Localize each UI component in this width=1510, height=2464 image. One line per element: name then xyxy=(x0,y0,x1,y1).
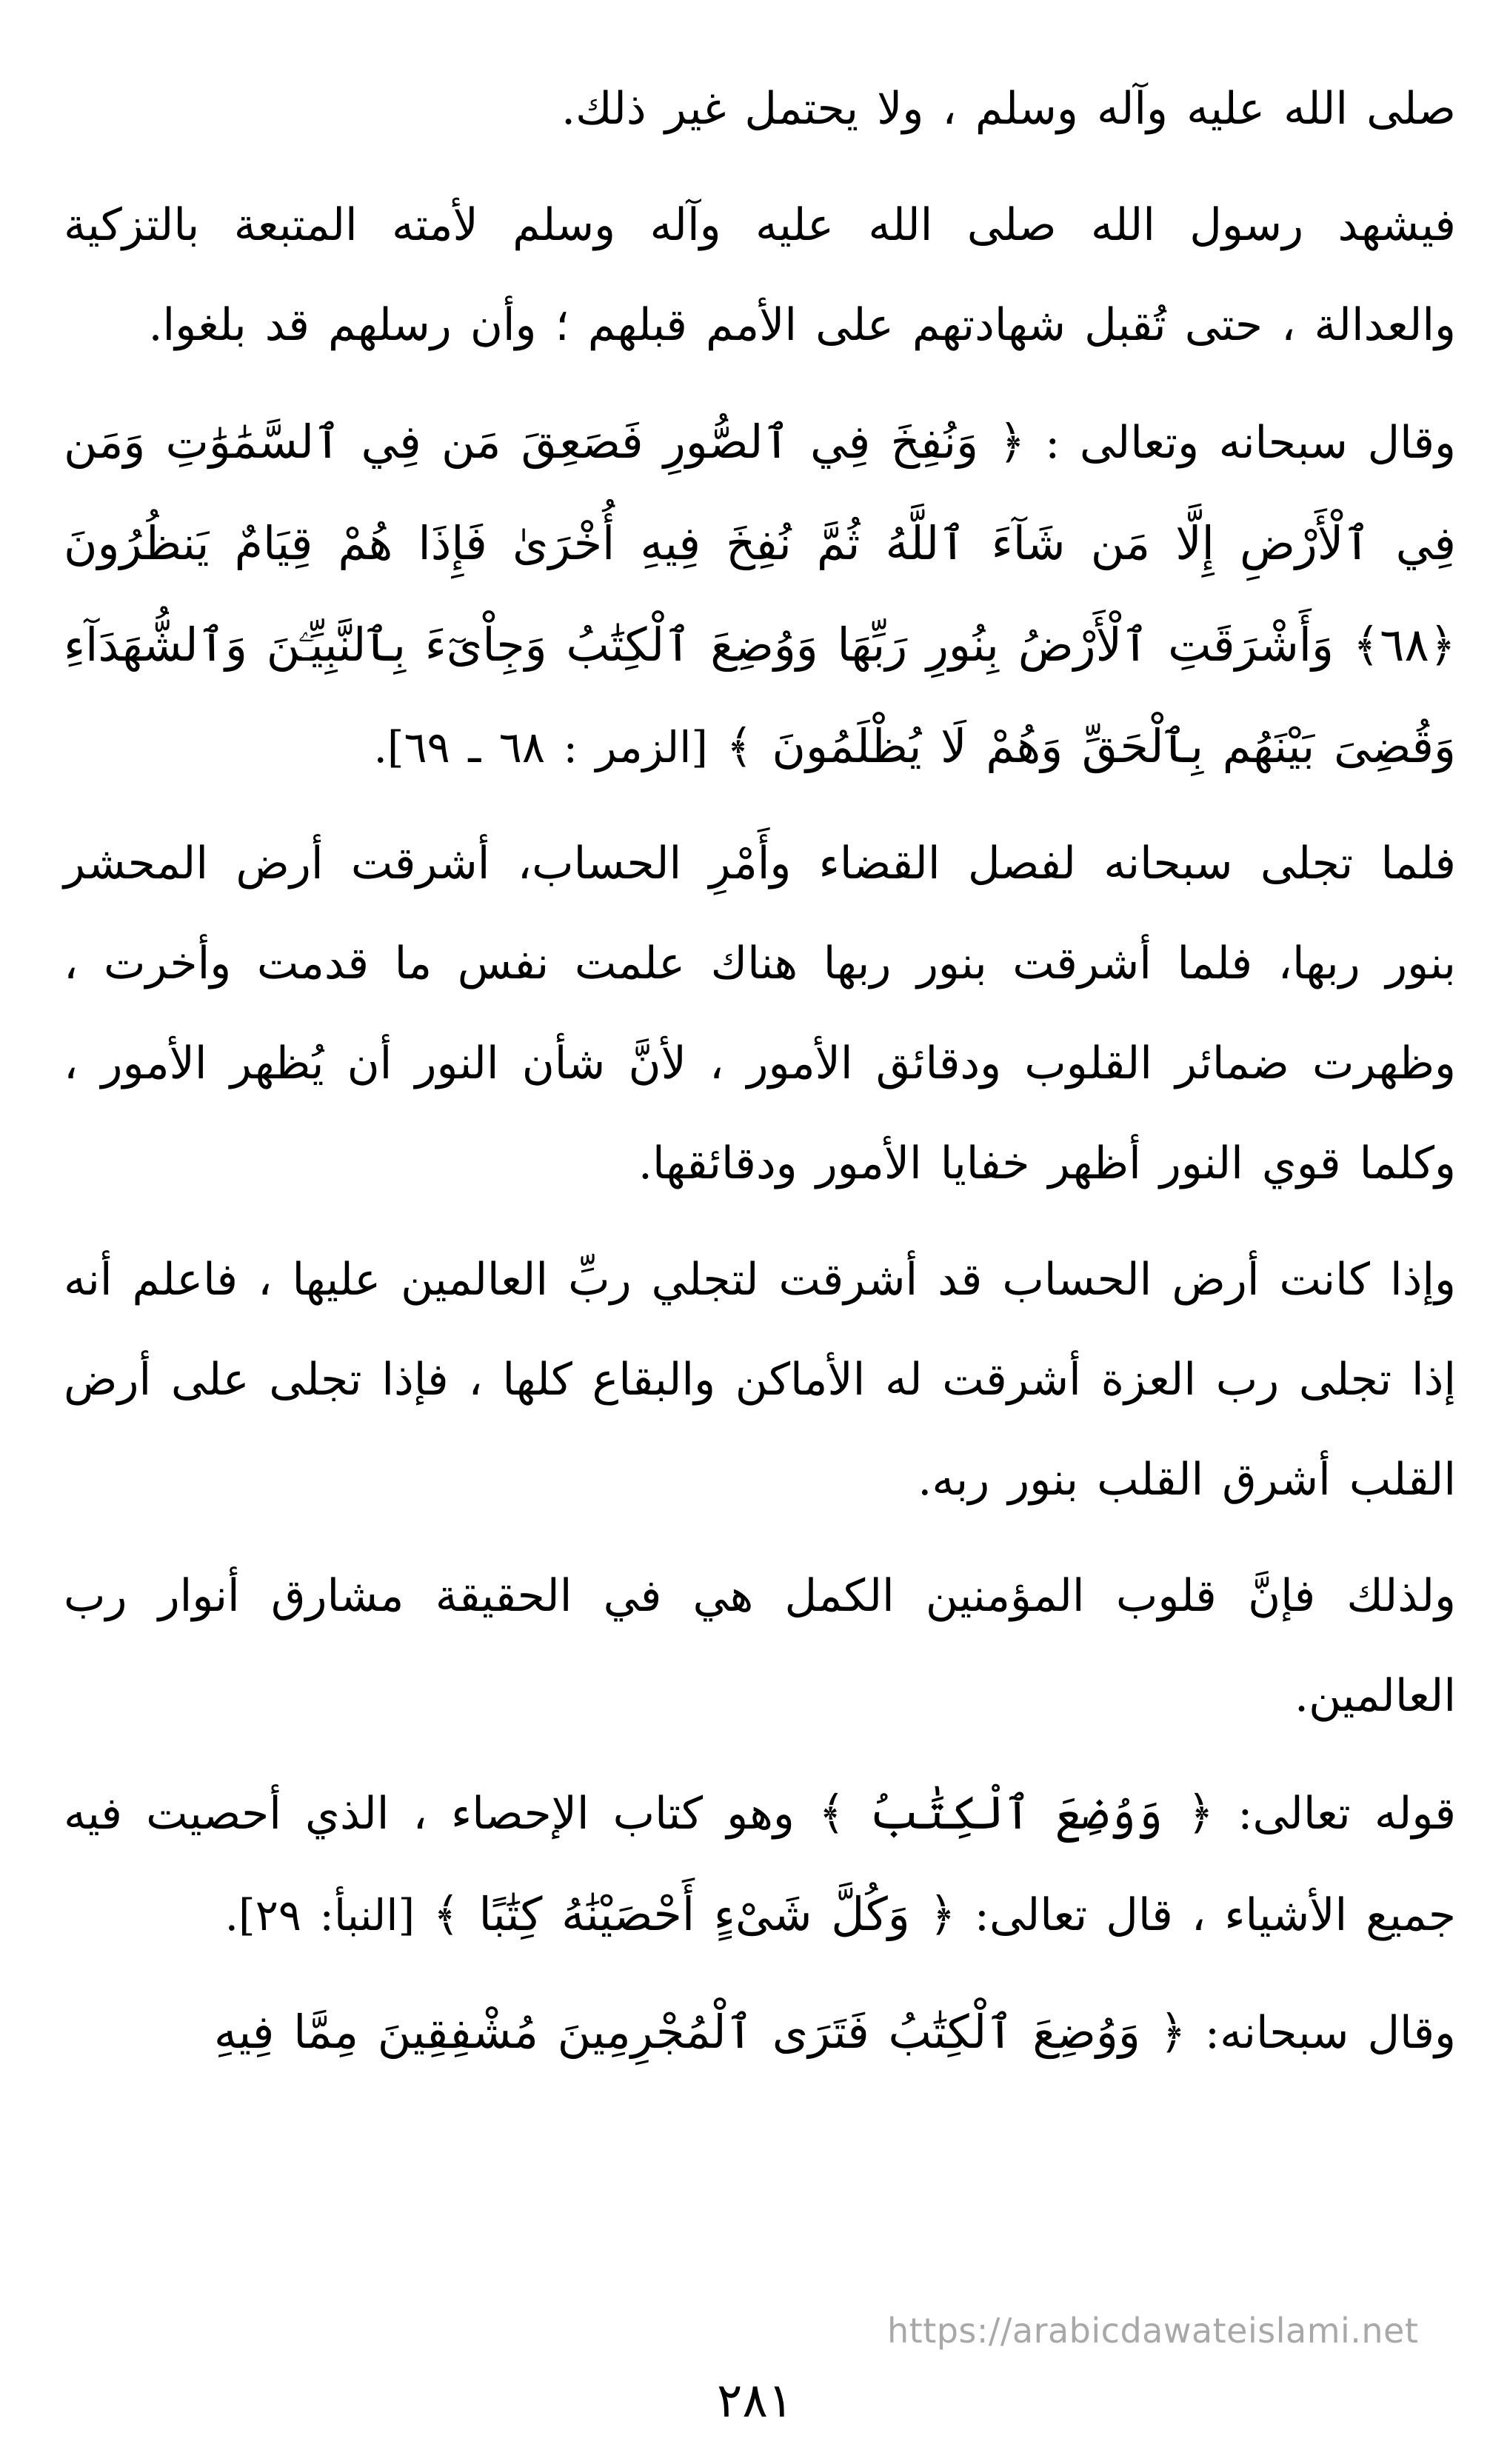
paragraph-5-text: وإذا كانت أرض الحساب قد أشرقت لتجلي ربِّ العالمين عليها ، فاعلم أنه إذا تجلى رب العزة أشرقت له الأماكن والبقاع كلها ، فإذا تجلى على أرض القلب أشرق القلب بنور ربه. xyxy=(64,1254,1457,1506)
paragraph-6-text: ولذلك فإنَّ قلوب المؤمنين الكمل هي في الحقيقة مشارق أنوار رب العالمين. xyxy=(64,1570,1456,1722)
page-number: ٢٨١ xyxy=(716,2374,794,2428)
paragraph-6 xyxy=(64,1546,1456,1746)
paragraph-4 xyxy=(64,814,1456,1214)
paragraph-8-intro: وقال سبحانه: xyxy=(1186,2007,1456,2059)
paragraph-7-intro: قوله تعالى: xyxy=(1214,1788,1456,1840)
paragraph-1 xyxy=(64,59,1456,159)
paragraph-4-text: فلما تجلى سبحانه لفصل القضاء وأَمْرِ الحساب، أشرقت أرض المحشر بنور ربها، فلما أشرقت بنور ربها هناك علمت نفس ما قدمت وأخرت ، وظهرت ضمائر القلوب ودقائق الأمور ، لأنَّ شأن النور أن يُظهر الأمور ، وكلما قوي النور أظهر خفايا الأمور ودقائقها. xyxy=(64,838,1456,1189)
paragraph-3-zumar xyxy=(64,392,1456,798)
page-body xyxy=(64,59,1456,2100)
paragraph-2 xyxy=(64,176,1456,375)
watermark-url: https://arabicdawateislami.net xyxy=(887,2311,1419,2351)
quran-verse-naba: ﴿ وَكُلَّ شَىْءٍ أَحْصَيْنَٰهُ كِتَٰبًا ﴾ xyxy=(432,1887,956,1941)
paragraph-5 xyxy=(64,1230,1456,1530)
quran-verse-kahf: ﴿ وَوُضِعَ ٱلْكِتَٰبُ فَتَرَى ٱلْمُجْرِمِينَ مُشْفِقِينَ مِمَّا فِيهِ xyxy=(213,2005,1186,2059)
paragraph-7-naba xyxy=(64,1763,1456,1966)
verse-reference-zumar: [الزمر : ٦٨ ـ ٦٩]. xyxy=(373,722,726,772)
paragraph-3-intro: وقال سبحانه وتعالى : xyxy=(1025,417,1456,469)
verse-reference-naba: [النبأ: ٢٩]. xyxy=(224,1890,433,1940)
paragraph-2-text: فيشهد رسول الله صلى الله عليه وآله وسلم لأمته المتبعة بالتزكية والعدالة ، حتى تُقبل شهادتهم على الأمم قبلهم ؛ وأن رسلهم قد بلغوا. xyxy=(64,199,1456,351)
paragraph-7-middle: وهو كتاب الإحصاء ، الذي أحصيت فيه جميع الأشياء ، قال تعالى: xyxy=(64,1788,1456,1941)
paragraph-8-kahf xyxy=(64,1982,1456,2083)
quran-verse-wa-wudia: ﴿ وَوُضِعَ ٱلْكِتَٰبُ ﴾ xyxy=(818,1786,1215,1840)
quran-verse-zumar: ﴿ وَنُفِخَ فِي ٱلصُّورِ فَصَعِقَ مَن فِي ٱلسَّمَٰوَٰتِ وَمَن فِي ٱلْأَرْضِ إِلَّا مَن شَآءَ ٱللَّهُ ثُمَّ نُفِخَ فِيهِ أُخْرَىٰ فَإِذَا هُمْ قِيَامٌ يَنظُرُونَ ﴿٦٨﴾ وَأَشْرَقَتِ ٱلْأَرْضُ بِنُورِ رَبِّهَا وَوُضِعَ ٱلْكِتَٰبُ وَجِاْىٓءَ بِٱلنَّبِيِّـۧنَ وَٱلشُّهَدَآءِ وَقُضِىَ بَيْنَهُم بِٱلْحَقِّ وَهُمْ لَا يُظْلَمُونَ ﴾ xyxy=(64,415,1456,773)
paragraph-1-text: صلى الله عليه وآله وسلم ، ولا يحتمل غير ذلك. xyxy=(561,83,1456,135)
